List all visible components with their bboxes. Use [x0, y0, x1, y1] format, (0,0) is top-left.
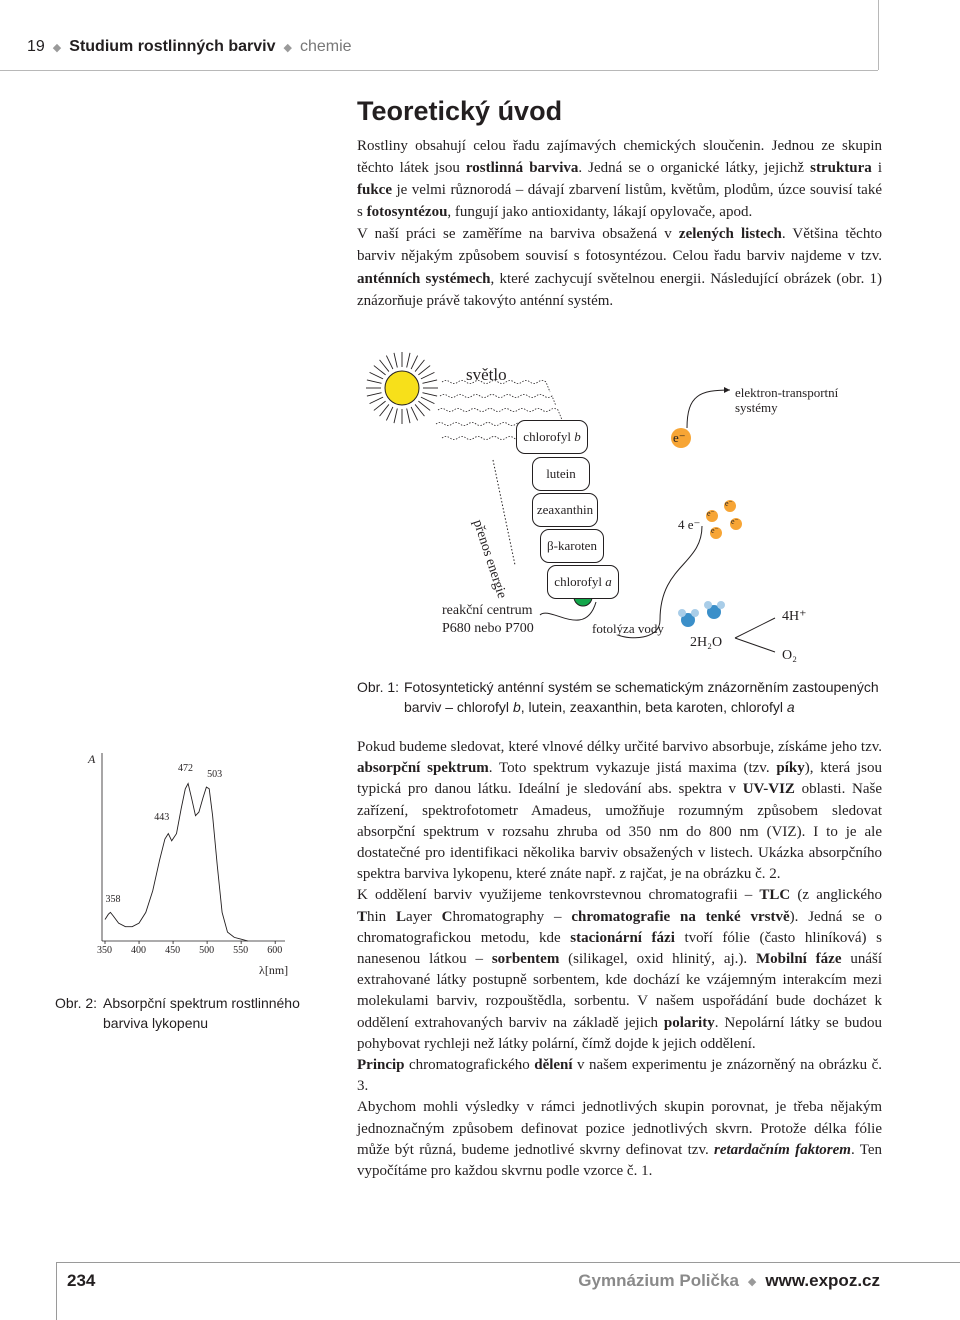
electron-label: e⁻ — [673, 430, 686, 445]
header-rule — [0, 70, 878, 71]
bold-term: píky — [776, 760, 805, 777]
water-molecule-icon — [678, 609, 699, 627]
spectrum-series-line — [105, 784, 248, 942]
text-run: , fungují jako antioxidanty, lákají opylovače, apod. — [447, 204, 753, 221]
header-page-number: 19 — [27, 38, 45, 55]
bold-term: Princip — [357, 1057, 405, 1074]
figure1-caption — [357, 677, 897, 717]
footer-page-number: 234 — [67, 1271, 96, 1290]
bold-term: T — [357, 908, 368, 925]
sun-ray — [421, 372, 435, 379]
bold-term: rostlinná barviva — [465, 160, 579, 177]
sun-ray — [386, 407, 393, 421]
body-text — [357, 737, 882, 1182]
sun-ray — [422, 380, 437, 383]
text-run: i — [871, 160, 883, 177]
reaction-center-label: reakční centrum P680 nebo P700 — [442, 603, 534, 636]
x-tick-label: 550 — [233, 945, 249, 956]
sun-ray — [411, 356, 418, 370]
etc-label: elektron-transportní systémy — [735, 385, 839, 415]
text-run: Rostliny obsahují celou řadu zajímavých chemických sloučenin. Jednou ze skupin těchto látek jsou — [357, 138, 882, 177]
body-paragraph-4 — [357, 1097, 882, 1182]
intro-paragraph-1 — [357, 135, 882, 223]
bold-term: chromatografie na tenké vrstvě — [571, 908, 790, 925]
bold-term: retardačním faktorem — [714, 1141, 851, 1158]
y-axis-label: A — [88, 752, 96, 766]
chlorophyll-b-box: chlorofyl b — [516, 420, 588, 454]
body-paragraph-2 — [357, 885, 882, 1055]
bold-term: zelených listech — [678, 226, 782, 243]
figure2-caption — [55, 993, 320, 1033]
text-run: hin — [367, 908, 397, 925]
sun-ray — [411, 407, 418, 421]
bold-term: fukce — [357, 182, 392, 199]
x-tick-label: 400 — [131, 945, 147, 956]
sun-ray — [418, 401, 430, 410]
electron-path — [687, 390, 730, 428]
peak-label: 503 — [207, 768, 223, 780]
bold-term: C — [441, 908, 453, 925]
bold-term: TLC — [759, 887, 791, 904]
figure2-caption-prefix: Obr. 2: — [55, 995, 98, 1011]
water-label: 2H₂O — [690, 635, 723, 650]
sun-ray — [415, 404, 424, 416]
electron-small-label: e⁻ — [711, 526, 719, 535]
water-molecule-icon — [704, 601, 725, 619]
protons-label: 4H⁺ — [782, 609, 807, 624]
bold-term: sorbentem — [491, 951, 560, 968]
arrow-to-oxygen — [735, 638, 775, 652]
bold-term: fotosyntézou — [366, 204, 448, 221]
header-separator: ◆ — [52, 41, 62, 54]
sun-ray — [418, 366, 430, 375]
x-tick-label: 450 — [165, 945, 181, 956]
bold-term: UV-VIZ — [742, 781, 795, 798]
sun-ray — [407, 353, 410, 368]
bold-term: dělení — [534, 1057, 573, 1074]
sun-ray — [422, 393, 437, 396]
text-run: ). Jedná se o chromatografickou metodu, kde — [357, 908, 883, 946]
sun-ray — [374, 401, 386, 410]
text-run: v našem experimentu je znázorněný na obrázku č. 3. — [357, 1057, 882, 1095]
text-run: . Ten vypočítáme pro každou skvrnu podle vzorce č. 1. — [357, 1141, 882, 1180]
bold-term: absorpční spektrum — [357, 760, 489, 777]
text-run: (z anglického — [790, 887, 882, 904]
peak-label: 472 — [178, 763, 194, 775]
x-tick-label: 500 — [199, 945, 215, 956]
x-tick-label: 350 — [97, 945, 112, 956]
sun-ray — [386, 356, 393, 370]
sun-ray — [380, 360, 389, 372]
lutein-box: lutein — [532, 457, 590, 491]
header-title: Studium rostlinných barviv — [69, 38, 276, 55]
sun-ray — [421, 397, 435, 404]
text-run: unáší extrahované látky postupně sorbentem, kde dochází ke vzájemným interakcím mezi molekulami barviv, rozpouštědla, sorbentu. V našem uspořádání bude docházet k oddělení extrahovaných barviv na základě jejich — [357, 951, 883, 1031]
figure1-caption-text: Fotosyntetický anténní systém se schematickým znázorněním zastoupených barviv – chlorofyl b, lutein, zeaxanthin, beta karoten, chlorofyl a — [404, 679, 879, 715]
text-run: chromatografického — [404, 1057, 535, 1074]
x-tick-label: 600 — [267, 945, 283, 956]
sun-ray — [367, 380, 382, 383]
text-run: . Jedná se o organické látky, jejichž — [578, 160, 811, 177]
text-run: tvoří fólie (často hliníková) s nanesenou látkou – — [357, 929, 882, 968]
light-label: světlo — [466, 365, 507, 384]
figure1-caption-prefix: Obr. 1: — [357, 679, 400, 695]
footer-rule — [56, 1262, 960, 1263]
arrow-icon — [724, 387, 730, 393]
arrow-to-protons — [735, 618, 775, 638]
peak-label: 443 — [154, 811, 170, 823]
text-run: oblasti. Naše zařízení, spektrofotometr Amadeus, umožňuje rozumným způsobem sledovat absorpční spektrum v rozsahu zhruba od 350 nm do 800 nm (VIZ). I to je ale dostatečné pro identifikaci několika barviv obsažených v listech. Ukázka absorpčního spektra barviva lykopenu, které znáte např. z rajčat, je na obrázku č. 2. — [357, 781, 882, 883]
chlorophyll-a-box: chlorofyl a — [547, 565, 619, 599]
bold-term: anténních systémech — [357, 270, 491, 287]
electron-small-label: e⁻ — [707, 509, 715, 518]
text-run: V naší práci se zaměříme na barviva obsažená v — [357, 226, 679, 243]
body-paragraph-3 — [357, 1055, 882, 1097]
footer-website-link[interactable]: www.expoz.cz — [765, 1271, 880, 1290]
bold-term: stacionární fázi — [570, 929, 675, 946]
text-run: K oddělení barviv využijeme tenkovrstevnou chromatografii – — [357, 887, 760, 904]
sun-ray — [407, 408, 410, 423]
text-run: ), která jsou typická pro danou látku. Ideální je sledování abs. spektra v — [357, 760, 882, 798]
figure2-caption-text: Absorpční spektrum rostlinného barviva lykopenu — [103, 995, 300, 1031]
four-electrons-label: 4 e⁻ — [678, 517, 701, 532]
intro-text — [357, 135, 882, 312]
text-run: . Většina těchto barviv nějakým způsobem souvisí s fotosyntézou. Celou řadu barviv najdeme v tzv. — [357, 226, 882, 265]
footer-vertical-rule — [56, 1262, 57, 1320]
sun-icon — [385, 371, 419, 405]
text-run: , které zachycují světelnou energii. Následující obrázek (obr. 1) znázorňuje právě takovýto anténní systém. — [357, 270, 882, 309]
text-run: . Toto spektrum vykazuje jistá maxima (tzv. — [488, 760, 777, 777]
footer-school: Gymnázium Polička — [578, 1271, 739, 1290]
zeaxanthin-box: zeaxanthin — [532, 493, 598, 527]
text-run: ayer — [406, 908, 442, 925]
bold-term: L — [396, 908, 407, 925]
sun-ray — [370, 397, 384, 404]
section-title: Teoretický úvod — [357, 96, 563, 126]
footer-separator: ◆ — [747, 1275, 757, 1288]
energy-transfer-label: přenos energie — [469, 518, 510, 601]
header-separator: ◆ — [283, 41, 292, 54]
text-run: hromatography – — [452, 908, 572, 925]
bold-term: polarity — [663, 1014, 715, 1031]
photolysis-label: fotolýza vody — [592, 621, 664, 636]
bold-term: struktura — [810, 160, 872, 177]
intro-paragraph-2 — [357, 223, 882, 311]
x-axis-ticks — [105, 941, 275, 944]
sun-ray — [415, 360, 424, 372]
beta-carotene-box: β-karoten — [540, 529, 604, 563]
sun-ray — [370, 372, 384, 379]
energy-transfer-line — [493, 460, 515, 565]
text-run: je velmi různorodá – dávají zbarvení listům, květům, plodům, úzce souvisí také s — [357, 182, 882, 221]
body-paragraph-1 — [357, 737, 882, 885]
antenna-system-figure — [360, 350, 860, 675]
absorption-spectrum-chart — [85, 748, 310, 983]
sun-ray — [374, 366, 386, 375]
header-vertical-rule — [878, 0, 879, 70]
sun-ray — [367, 393, 382, 396]
text-run: (silikagel, oxid hlinitý, aj.). — [559, 951, 756, 968]
sun-ray — [394, 408, 397, 423]
oxygen-label: O₂ — [782, 648, 797, 663]
electron-small-label: e⁻ — [731, 517, 739, 526]
header-subject: chemie — [300, 38, 352, 55]
sun-ray — [380, 404, 389, 416]
text-run: Pokud budeme sledovat, které vlnové délky určité barvivo absorbuje, získáme jeho tzv. — [357, 739, 882, 755]
sun-ray — [394, 353, 397, 368]
peak-label: 358 — [105, 894, 121, 906]
page-header — [27, 38, 352, 56]
footer-info — [578, 1271, 880, 1291]
electron-small-label: e⁻ — [725, 499, 733, 508]
bold-term: Mobilní fáze — [756, 951, 842, 968]
text-run: . Nepolární látky se budou pohybovat rychleji než látky polární, čímž dojde k jejich oddělení. — [357, 1014, 882, 1052]
x-axis-label: λ[nm] — [259, 963, 289, 977]
text-run: Abychom mohli výsledky v rámci jednotlivých skupin porovnat, je třeba nějakým jednoznačným způsobem definovat pozice jednotlivých skvrn. Protože délka fólie může být různá, budeme jednotlivé skvrny definovat tzv. — [357, 1099, 882, 1158]
